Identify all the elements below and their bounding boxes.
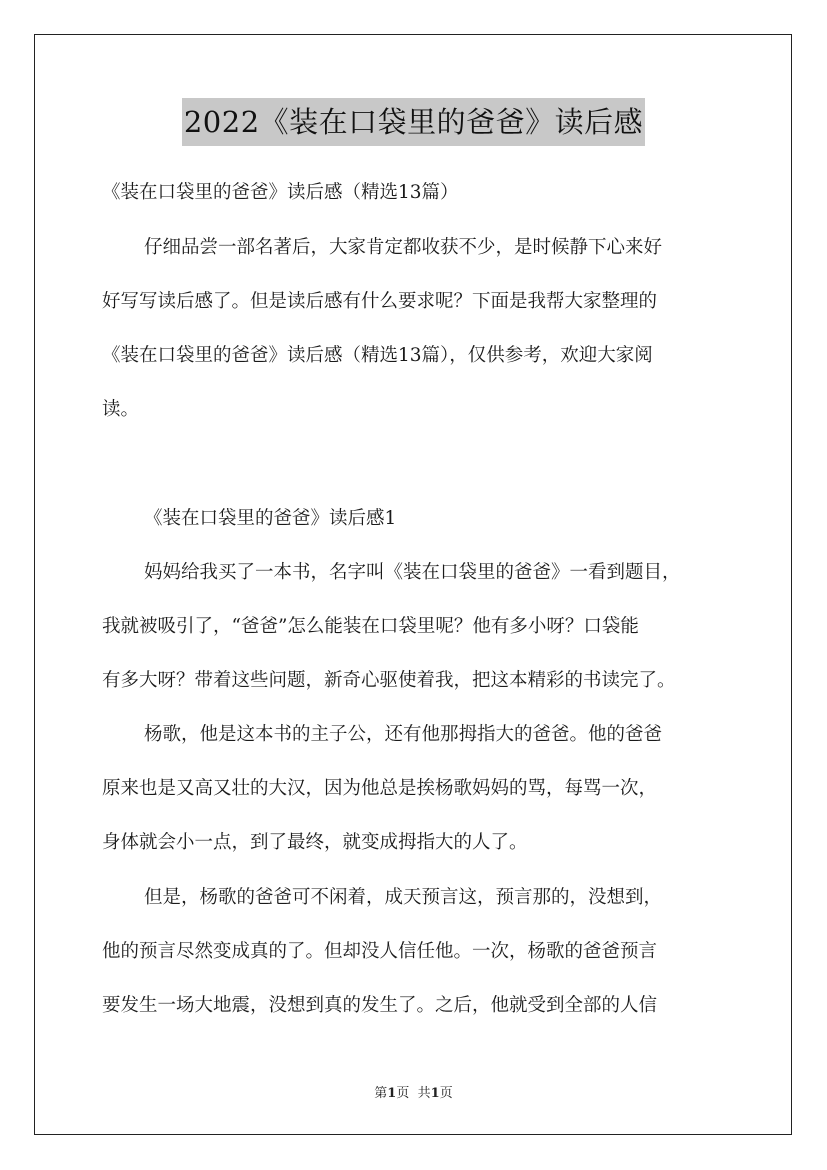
paragraph-line: 但是，杨歌的爸爸可不闲着，成天预言这，预言那的，没想到， xyxy=(144,887,663,908)
page-footer xyxy=(0,1082,827,1101)
paragraph-line: 杨歌，他是这本书的主子公，还有他那拇指大的爸爸。他的爸爸 xyxy=(144,724,663,745)
paragraph-line: 好写写读后感了。但是读后感有什么要求呢？下面是我帮大家整理的 xyxy=(102,291,658,312)
paragraph-line: 有多大呀？带着这些问题，新奇心驱使着我，把这本精彩的书读完了。 xyxy=(102,670,676,691)
paragraph-line: 妈妈给我买了一本书，名字叫《装在口袋里的爸爸》一看到题目， xyxy=(144,562,681,583)
paragraph-line: 原来也是又高又壮的大汉，因为他总是挨杨歌妈妈的骂，每骂一次， xyxy=(102,778,658,799)
paragraph-line: 我就被吸引了，“爸爸”怎么能装在口袋里呢？他有多小呀？口袋能 xyxy=(102,616,639,637)
page-label-prefix: 第 xyxy=(374,1086,388,1101)
total-label-suffix: 页 xyxy=(439,1086,453,1101)
document-title: 2022《装在口袋里的爸爸》读后感 xyxy=(182,98,645,146)
paragraph-line: 他的预言尽然变成真的了。但却没人信任他。一次，杨歌的爸爸预言 xyxy=(102,941,658,962)
total-label-prefix: 共 xyxy=(417,1086,431,1101)
total-pages: 1 xyxy=(430,1086,440,1101)
title-container xyxy=(0,98,827,146)
paragraph-line: 读。 xyxy=(102,399,140,420)
paragraph-line: 《装在口袋里的爸爸》读后感（精选13篇），仅供参考，欢迎大家阅 xyxy=(102,345,653,366)
page-number: 1 xyxy=(387,1086,397,1101)
paragraph-line: 要发生一场大地震，没想到真的发生了。之后，他就受到全部的人信 xyxy=(102,995,658,1016)
section-heading: 《装在口袋里的爸爸》读后感1 xyxy=(144,508,397,529)
page-label-suffix: 页 xyxy=(396,1086,410,1101)
paragraph-line: 身体就会小一点，到了最终，就变成拇指大的人了。 xyxy=(102,832,528,853)
subtitle-line: 《装在口袋里的爸爸》读后感（精选13篇） xyxy=(102,182,459,203)
paragraph-line: 仔细品尝一部名著后，大家肯定都收获不少，是时候静下心来好 xyxy=(144,237,663,258)
